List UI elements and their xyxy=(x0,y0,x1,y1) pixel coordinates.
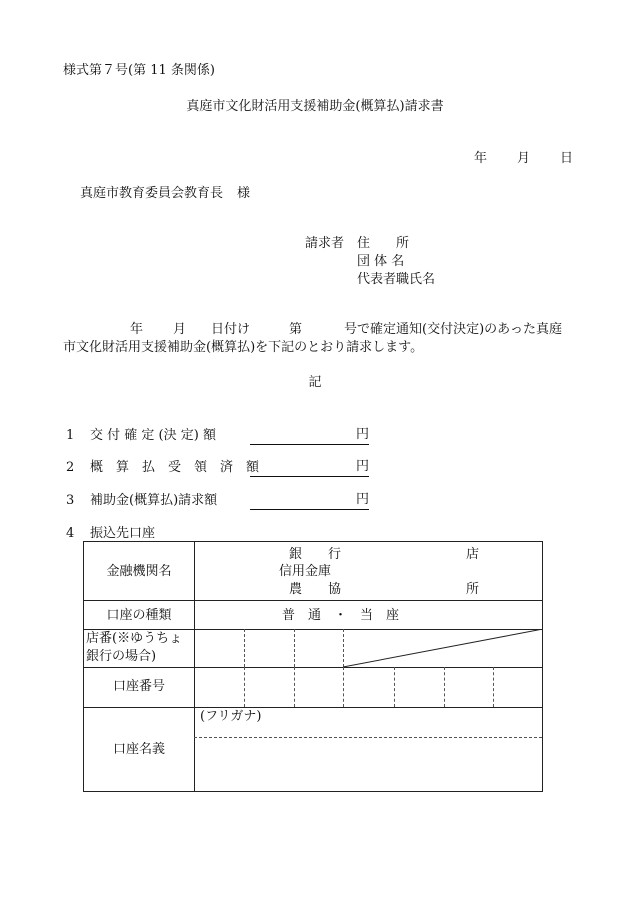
section-4-label: 振込先口座 xyxy=(90,526,156,541)
item-1-unit: 円 xyxy=(355,427,369,442)
digit-divider xyxy=(493,667,494,707)
addressee xyxy=(80,186,250,202)
item-3-amount-field[interactable] xyxy=(250,491,369,510)
date-year: 年 xyxy=(474,151,488,166)
account-type-label: 口座の種類 xyxy=(106,608,172,623)
item-2-label: 概 算 払 受 領 済 額 xyxy=(90,460,260,475)
requester-organization-label: 団 体 名 xyxy=(357,254,405,269)
bank-option: 銀 行 xyxy=(289,547,342,562)
item-3-unit: 円 xyxy=(355,492,369,507)
item-2-number: 2 xyxy=(66,460,75,475)
item-1-number: 1 xyxy=(66,428,75,443)
date-month: 月 xyxy=(517,151,531,166)
branch-number-label-line1: 店番(※ゆうちょ xyxy=(86,631,183,646)
table-row-divider xyxy=(84,707,542,708)
item-2-unit: 円 xyxy=(355,459,369,474)
requester-address-label: 住 所 xyxy=(357,236,410,251)
table-row-divider xyxy=(84,667,542,668)
requester-representative-label: 代表者職氏名 xyxy=(357,272,436,287)
branch-suffix: 店 xyxy=(466,547,480,562)
section-4-number: 4 xyxy=(66,526,75,541)
shinkin-option: 信用金庫 xyxy=(279,564,332,579)
paragraph-year: 年 xyxy=(130,322,144,337)
bank-account-table xyxy=(83,541,543,792)
item-1-amount-field[interactable] xyxy=(250,426,369,445)
branch-number-strikethrough xyxy=(343,629,543,667)
furigana-label: (フリガナ) xyxy=(200,709,262,724)
item-2-amount-field[interactable] xyxy=(250,458,369,477)
account-type-options[interactable]: 普 通 ・ 当 座 xyxy=(282,608,400,623)
document-title: 真庭市文化財活用支援補助金(概算払)請求書 xyxy=(186,99,444,114)
request-paragraph-line2: 市文化財活用支援補助金(概算払)を下記のとおり請求します。 xyxy=(63,340,424,355)
office-suffix: 所 xyxy=(466,582,480,597)
digit-divider xyxy=(394,667,395,707)
ki-heading: 記 xyxy=(308,375,322,390)
requester-label: 請求者 xyxy=(305,236,345,251)
table-column-divider xyxy=(194,542,195,791)
digit-divider xyxy=(294,629,295,667)
digit-divider xyxy=(343,667,344,707)
digit-divider xyxy=(294,667,295,707)
table-row-divider xyxy=(84,600,542,601)
account-name-label: 口座名義 xyxy=(112,742,165,757)
paragraph-day: 日付け xyxy=(211,322,251,337)
paragraph-month: 月 xyxy=(173,322,187,337)
account-number-label: 口座番号 xyxy=(112,679,165,694)
addressee-name: 真庭市教育委員会教育長 xyxy=(80,186,224,201)
form-number: 様式第７号(第 11 条関係) xyxy=(63,63,215,78)
addressee-honorific: 様 xyxy=(237,186,251,201)
paragraph-rest: 号で確定通知(交付決定)のあった真庭 xyxy=(344,322,563,337)
digit-divider xyxy=(444,667,445,707)
branch-number-label-line2: 銀行の場合) xyxy=(86,649,157,664)
item-3-number: 3 xyxy=(66,493,75,508)
digit-divider xyxy=(244,667,245,707)
item-3-label: 補助金(概算払)請求額 xyxy=(90,493,218,508)
nokyo-option: 農 協 xyxy=(289,582,342,597)
digit-divider xyxy=(244,629,245,667)
date-day: 日 xyxy=(560,151,574,166)
furigana-divider xyxy=(194,737,542,738)
paragraph-dai: 第 xyxy=(289,322,303,337)
institution-label: 金融機関名 xyxy=(106,564,172,579)
item-1-label: 交 付 確 定 (決 定) 額 xyxy=(90,428,216,443)
